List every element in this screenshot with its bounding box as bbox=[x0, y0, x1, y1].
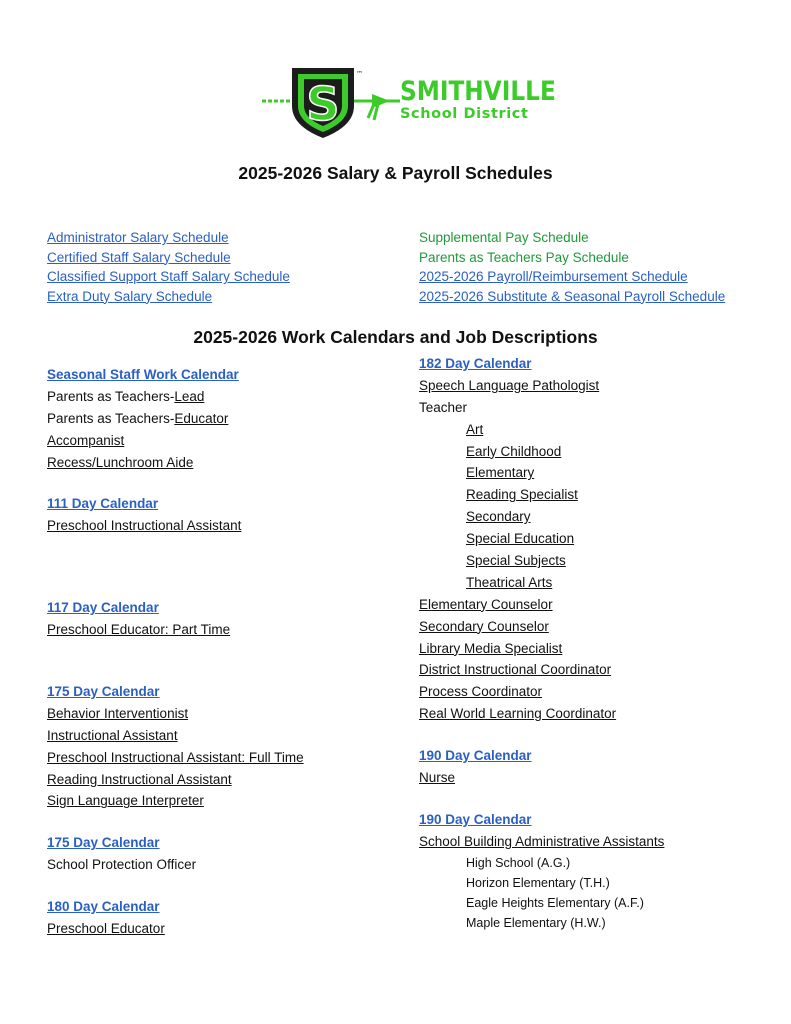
teacher-job-link[interactable]: Secondary bbox=[466, 509, 531, 525]
pat-pay-link[interactable]: Parents as Teachers Pay Schedule bbox=[419, 249, 629, 265]
job-link[interactable]: Secondary Counselor bbox=[419, 618, 549, 634]
job-link[interactable]: Preschool Instructional Assistant bbox=[47, 518, 242, 534]
logo-name: SMITHVILLE bbox=[400, 76, 556, 107]
111-day-calendar-link[interactable]: 111 Day Calendar bbox=[47, 496, 159, 512]
175-day-calendar-link[interactable]: 175 Day Calendar bbox=[47, 684, 160, 700]
job-link[interactable]: Preschool Educator: Part Time bbox=[47, 622, 231, 638]
117-day-calendar-link[interactable]: 117 Day Calendar bbox=[47, 600, 159, 616]
teacher-job-link[interactable]: Special Education bbox=[466, 531, 575, 547]
job-link[interactable]: Real World Learning Coordinator bbox=[419, 706, 617, 722]
logo-tm: ™ bbox=[356, 70, 363, 78]
extra-duty-salary-link[interactable]: Extra Duty Salary Schedule bbox=[47, 288, 213, 304]
right-column bbox=[419, 353, 664, 933]
job-link[interactable]: Instructional Assistant bbox=[47, 727, 178, 743]
job-link[interactable]: Sign Language Interpreter bbox=[47, 793, 204, 809]
substitute-payroll-link[interactable]: 2025-2026 Substitute & Seasonal Payroll Schedule bbox=[419, 288, 726, 304]
supplemental-pay-link[interactable]: Supplemental Pay Schedule bbox=[419, 230, 589, 245]
shield-logo-icon bbox=[262, 66, 402, 140]
calendars-title: 2025-2026 Work Calendars and Job Descriptions bbox=[193, 327, 598, 347]
payroll-title: 2025-2026 Salary & Payroll Schedules bbox=[238, 163, 553, 183]
teacher-label: Teacher bbox=[419, 399, 468, 415]
job-link[interactable]: Library Media Specialist bbox=[419, 640, 563, 656]
190-day-calendar-link-2[interactable]: 190 Day Calendar bbox=[419, 811, 532, 827]
teacher-job-link[interactable]: Theatrical Arts bbox=[466, 574, 553, 590]
pat-prefix: Parents as Teachers- bbox=[47, 388, 175, 404]
seasonal-calendar-link[interactable]: Seasonal Staff Work Calendar bbox=[47, 367, 239, 382]
district-logo bbox=[262, 66, 556, 140]
pat-educator-link[interactable]: Educator bbox=[174, 410, 229, 426]
job-link[interactable]: Nurse bbox=[419, 770, 456, 786]
payroll-reimbursement-link[interactable]: 2025-2026 Payroll/Reimbursement Schedule bbox=[419, 269, 688, 284]
certified-salary-link[interactable]: Certified Staff Salary Schedule bbox=[47, 249, 231, 265]
180-day-calendar-link[interactable]: 180 Day Calendar bbox=[47, 899, 160, 915]
job-link[interactable]: Preschool Instructional Assistant: Full Time bbox=[47, 749, 304, 765]
job-item: School Protection Officer bbox=[47, 857, 197, 873]
teacher-job-link[interactable]: Early Childhood bbox=[466, 443, 562, 459]
175-day-calendar-link-2[interactable]: 175 Day Calendar bbox=[47, 835, 160, 851]
job-link[interactable]: Behavior Interventionist bbox=[47, 705, 189, 721]
assistant-location: High School (A.G.) bbox=[466, 855, 571, 870]
teacher-job-link[interactable]: Special Subjects bbox=[466, 553, 566, 569]
logo-subtitle: School District bbox=[400, 106, 529, 122]
left-column bbox=[47, 364, 304, 940]
job-link[interactable]: Speech Language Pathologist bbox=[419, 377, 600, 393]
job-link[interactable]: Process Coordinator bbox=[419, 684, 543, 700]
assistant-location: Eagle Heights Elementary (A.F.) bbox=[466, 895, 644, 910]
pat-lead-item bbox=[47, 386, 304, 408]
assistant-location: Horizon Elementary (T.H.) bbox=[466, 875, 610, 890]
job-link[interactable]: Elementary Counselor bbox=[419, 596, 553, 612]
teacher-job-link[interactable]: Art bbox=[466, 421, 484, 437]
190-day-calendar-link[interactable]: 190 Day Calendar bbox=[419, 748, 532, 764]
assistant-location: Maple Elementary (H.W.) bbox=[466, 915, 606, 930]
admin-assistants-link[interactable]: School Building Administrative Assistants bbox=[419, 833, 665, 849]
pat-lead-link[interactable]: Lead bbox=[174, 388, 205, 404]
pat-prefix: Parents as Teachers- bbox=[47, 410, 175, 426]
teacher-job-link[interactable]: Reading Specialist bbox=[466, 487, 578, 503]
job-link[interactable]: District Instructional Coordinator bbox=[419, 662, 612, 678]
182-day-calendar-link[interactable]: 182 Day Calendar bbox=[419, 356, 532, 371]
job-link[interactable]: Recess/Lunchroom Aide bbox=[47, 454, 194, 470]
payroll-links-left bbox=[47, 228, 290, 306]
teacher-job-link[interactable]: Elementary bbox=[466, 465, 535, 481]
job-link[interactable]: Accompanist bbox=[47, 432, 125, 448]
pat-educator-item bbox=[47, 408, 304, 430]
classified-salary-link[interactable]: Classified Support Staff Salary Schedule bbox=[47, 269, 290, 284]
admin-salary-link[interactable]: Administrator Salary Schedule bbox=[47, 230, 229, 245]
job-link[interactable]: Preschool Educator bbox=[47, 921, 165, 937]
logo-letter: S bbox=[306, 77, 340, 131]
payroll-links-right bbox=[419, 228, 725, 306]
job-link[interactable]: Reading Instructional Assistant bbox=[47, 771, 232, 787]
